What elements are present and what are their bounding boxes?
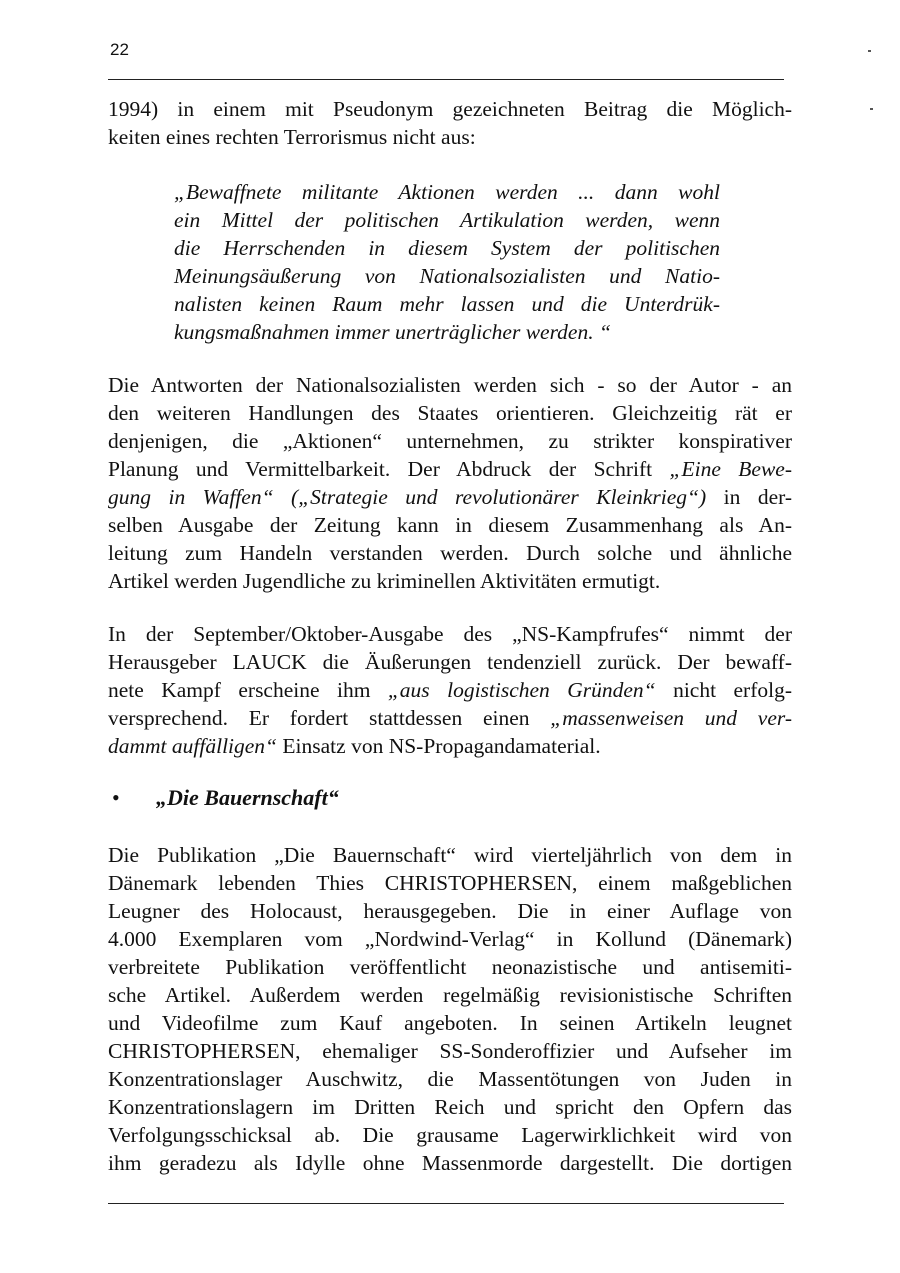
italic-title: „Eine Bewe- (669, 457, 792, 481)
page-number: 22 (110, 40, 129, 59)
paragraph-line (108, 732, 792, 760)
paragraph-line: 4.000 Exemplaren vom „Nordwind-Verlag“ in Kollund (Dänemark) (108, 927, 792, 951)
intro-paragraph (108, 95, 792, 151)
intro-line: 1994) in einem mit Pseudonym gezeichneten Beitrag die Möglich- (108, 97, 792, 121)
paragraph-line: Artikel werden Jugendliche zu kriminellen Aktivitäten ermutigt. (108, 569, 661, 593)
italic-quote: „massenweisen und ver- (550, 706, 792, 730)
text-run: versprechend. Er fordert stattdessen einen (108, 706, 551, 730)
italic-title: gung in Waffen“ („Strategie und revolutionärer Kleinkrieg“) (108, 485, 707, 509)
paragraph-line: den weiteren Handlungen des Staates orientieren. Gleichzeitig rät er (108, 401, 792, 425)
paragraph-line: sche Artikel. Außerdem werden regelmäßig revisionistische Schriften (108, 983, 792, 1007)
paragraph-kampfruf (108, 620, 792, 760)
italic-quote: dammt auffälligen“ (108, 734, 278, 758)
paragraph-line: selben Ausgabe der Zeitung kann in diesem Zusammenhang als An- (108, 513, 792, 537)
paragraph-line (108, 455, 792, 483)
intro-line: keiten eines rechten Terrorismus nicht aus: (108, 125, 476, 149)
paragraph-line: Die Publikation „Die Bauernschaft“ wird vierteljährlich von dem in (108, 843, 792, 867)
quote-line: die Herrschenden in diesem System der politischen (174, 236, 720, 260)
paragraph-line: Dänemark lebenden Thies CHRISTOPHERSEN, einem maßgeblichen (108, 871, 792, 895)
text-run: nete Kampf erscheine ihm (108, 678, 388, 702)
paragraph-antworten (108, 371, 792, 595)
quote-line: kungsmaßnahmen immer unerträglicher werden. “ (174, 320, 611, 344)
section-title: „Die Bauernschaft“ (156, 785, 339, 810)
italic-quote: „aus logistischen Gründen“ (387, 678, 656, 702)
text-run: Planung und Vermittelbarkeit. Der Abdruck der Schrift (108, 457, 670, 481)
quote-line: ein Mittel der politischen Artikulation werden, wenn (174, 208, 720, 232)
header-rule (108, 79, 784, 80)
paragraph-line (108, 676, 792, 704)
block-quote (174, 178, 720, 346)
quote-line: „Bewaffnete militante Aktionen werden ... dann wohl (174, 180, 720, 204)
bullet: • (112, 785, 120, 810)
quote-line: Meinungsäußerung von Nationalsozialisten und Natio- (174, 264, 720, 288)
paragraph-bauernschaft (108, 841, 792, 1177)
scan-speck (868, 50, 871, 52)
paragraph-line: Die Antworten der Nationalsozialisten werden sich - so der Autor - an (108, 373, 792, 397)
scan-speck (870, 108, 873, 110)
text-run: Einsatz von NS-Propagandamaterial. (277, 734, 601, 758)
paragraph-line (108, 704, 792, 732)
paragraph-line: Konzentrationslager Auschwitz, die Massentötungen von Juden in (108, 1067, 792, 1091)
paragraph-line: Konzentrationslagern im Dritten Reich und spricht den Opfern das (108, 1095, 792, 1119)
text-run: in der- (706, 485, 792, 509)
paragraph-line: ihm geradezu als Idylle ohne Massenmorde dargestellt. Die dortigen (108, 1151, 792, 1175)
quote-line: nalisten keinen Raum mehr lassen und die Unterdrük- (174, 292, 720, 316)
paragraph-line: CHRISTOPHERSEN, ehemaliger SS-Sonderoffizier und Aufseher im (108, 1039, 792, 1063)
footer-rule (108, 1203, 784, 1204)
paragraph-line: Herausgeber LAUCK die Äußerungen tendenziell zurück. Der bewaff- (108, 650, 792, 674)
text-run: nicht erfolg- (655, 678, 792, 702)
section-heading (108, 785, 339, 811)
paragraph-line: In der September/Oktober-Ausgabe des „NS-Kampfrufes“ nimmt der (108, 622, 792, 646)
paragraph-line (108, 483, 792, 511)
paragraph-line: Leugner des Holocaust, herausgegeben. Die in einer Auflage von (108, 899, 792, 923)
paragraph-line: verbreitete Publikation veröffentlicht neonazistische und antisemiti- (108, 955, 792, 979)
paragraph-line: denjenigen, die „Aktionen“ unternehmen, zu strikter konspirativer (108, 429, 792, 453)
paragraph-line: und Videofilme zum Kauf angeboten. In seinen Artikeln leugnet (108, 1011, 792, 1035)
paragraph-line: Verfolgungsschicksal ab. Die grausame Lagerwirklichkeit wird von (108, 1123, 792, 1147)
paragraph-line: leitung zum Handeln verstanden werden. Durch solche und ähnliche (108, 541, 792, 565)
